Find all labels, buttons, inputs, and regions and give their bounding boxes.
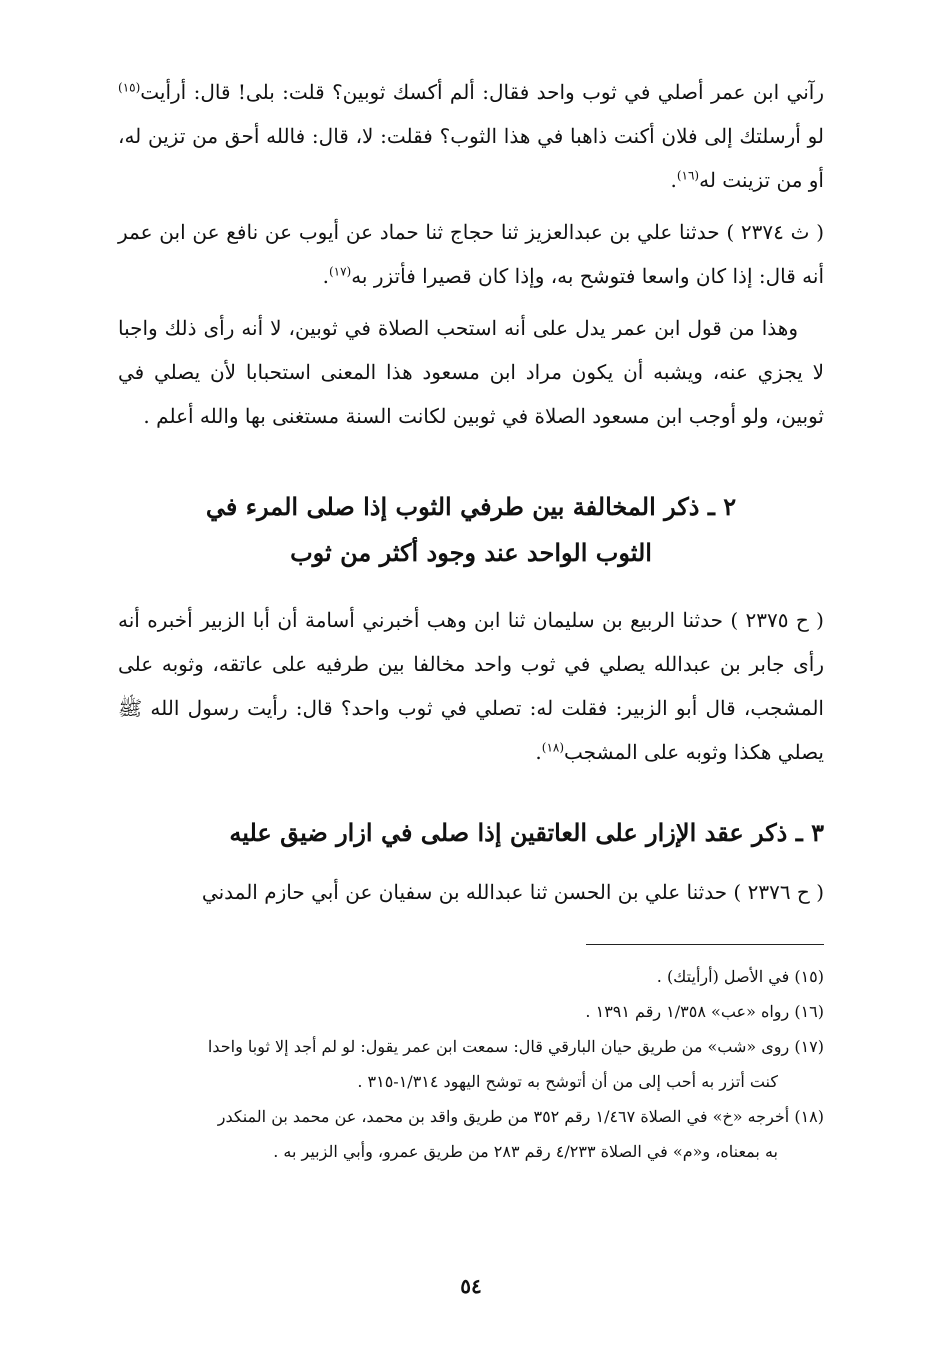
footnote-15: (١٥) في الأصل (أرأيتك) .: [656, 967, 824, 986]
paragraph-commentary: وهذا من قول ابن عمر يدل على أنه استحب الصلاة في ثوبين، لا أنه رأى ذلك واجبا لا يجزي عنه، ويشبه أن يكون مراد ابن مسعود هذا المعنى استحبابا لأن يصلي في ثوبين، ولو أوجب ابن مسعود الصلاة في ثوبين لكانت السنة مستغنى بها والله أعلم .: [118, 316, 824, 428]
footnote-18: (١٨) أخرجه «خ» في الصلاة ١/٤٦٧ رقم ٣٥٢ من طريق واقد بن محمد، عن محمد بن المنكدر به بمعناه، و«م» في الصلاة ٤/٢٣٣ رقم ٢٨٣ من طريق عمرو، وأبي الزبير به .: [217, 1107, 824, 1161]
page-content: [118, 70, 824, 1169]
section-2-heading: ٢ ـ ذكر المخالفة بين طرفي الثوب إذا صلى المرء في الثوب الواحد عند وجود أكثر من ثوب: [205, 492, 737, 567]
footnote-ref-15[interactable]: (١٥): [118, 80, 141, 95]
footnote-ref-16[interactable]: (١٦): [676, 168, 700, 183]
paragraph-ibn-umar-report: رآني ابن عمر أصلي في ثوب واحد فقال: ألم أكسك ثوبين؟ قلت: بلى! قال: أرأيت$^{(١٥)}$ لو أرسلتك إلى فلان أكنت ذاهبا في هذا الثوب؟ فقلت: لا، قال: فالله أحق من تزين له، أو من تزينت له$^{(١٦)}$.: [118, 80, 824, 192]
paragraph-hadith-2374: ( ث ٢٣٧٤ ) حدثنا علي بن عبدالعزيز ثنا حجاج ثنا حماد عن أيوب عن نافع عن ابن عمر أنه قال: إذا كان واسعا فتوشح به، وإذا كان قصيرا فأتزر به$^{(١٧)}$.: [118, 220, 824, 288]
paragraph-hadith-2376: ( ح ٢٣٧٦ ) حدثنا علي بن الحسن ثنا عبدالله بن سفيان عن أبي حازم المدني: [201, 880, 824, 904]
footnote-separator: [586, 944, 824, 945]
section-3-heading: ٣ ـ ذكر عقد الإزار على العاتقين إذا صلى في ازار ضيق عليه: [229, 818, 824, 847]
footnote-16: (١٦) رواه «عب» ١/٣٥٨ رقم ١٣٩١ .: [585, 1002, 824, 1021]
footnote-ref-17[interactable]: (١٧): [328, 264, 352, 279]
footnote-ref-18[interactable]: (١٨): [541, 740, 565, 755]
paragraph-hadith-2375: ( ح ٢٣٧٥ ) حدثنا الربيع بن سليمان ثنا ابن وهب أخبرني أسامة أن أبا الزبير أخبره أنه رأى جابر بن عبدالله يصلي في ثوب واحد مخالفا بين طرفيه على عاتقه، وثوبه على المشجب، قال أبو الزبير: فقلت له: تصلي في ثوب واحد؟ قال: رأيت رسول الله ﷺ يصلي هكذا وثوبه على المشجب$^{(١٨)}$.: [118, 608, 824, 764]
page-number: ٥٤: [460, 1274, 482, 1298]
footnote-17: (١٧) روى «شب» من طريق حيان البارقي قال: سمعت ابن عمر يقول: لو لم أجد إلا ثوبا واحدا كنت أتزر به أحب إلى من أن أتوشح به توشح اليهود ١/٣١٤-٣١٥ .: [207, 1037, 824, 1091]
